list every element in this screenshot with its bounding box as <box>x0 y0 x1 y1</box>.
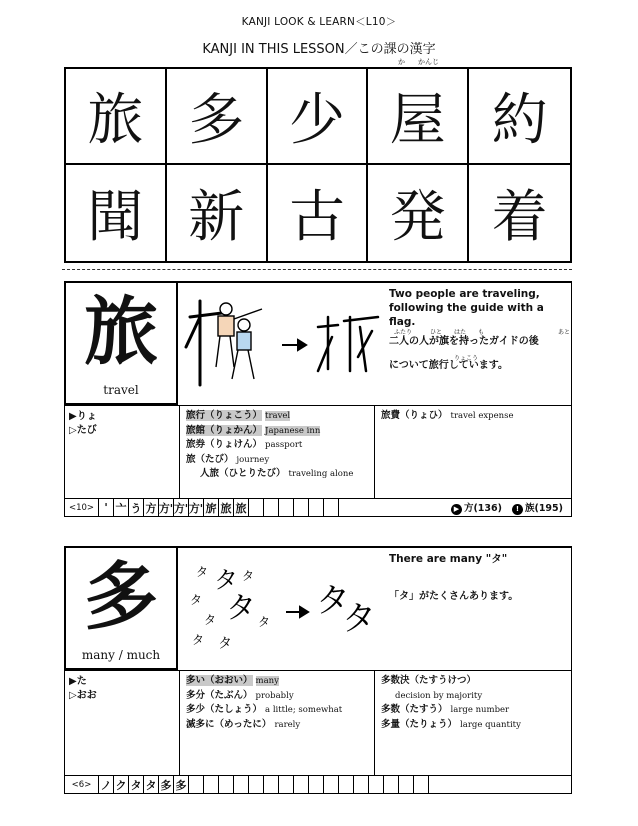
kanji-meaning: travel <box>103 383 139 397</box>
kanji-cell: 古 <box>268 165 369 261</box>
kanji-cell: 旅 <box>66 69 167 165</box>
kanji-shape-icon <box>316 581 376 639</box>
vocabulary-column <box>179 671 374 775</box>
story-text-ja: 「タ」がたくさんあります。 <box>389 591 519 602</box>
kanji-cell: 聞 <box>66 165 167 261</box>
stroke-step-empty <box>294 776 309 793</box>
mnemonic-illustration <box>182 552 390 664</box>
furigana: あと <box>558 329 571 336</box>
stroke-step-empty <box>339 776 354 793</box>
vocab-item: 多分（たぶん） probably <box>186 689 294 701</box>
vocabulary-section <box>64 670 572 776</box>
kanji-grid <box>64 67 572 263</box>
vocabulary-section <box>64 405 572 499</box>
story-text-ja: について旅行しています。 <box>389 360 508 371</box>
stroke-step-empty <box>414 776 429 793</box>
vocabulary-column <box>374 406 571 498</box>
svg-text:タ: タ <box>214 566 238 594</box>
stroke-step: 旂 <box>204 499 219 516</box>
stroke-order-strip <box>64 499 572 517</box>
svg-text:タ: タ <box>316 581 350 621</box>
stroke-step: う <box>129 499 144 516</box>
stroke-step: 方 <box>144 499 159 516</box>
flag-icon <box>186 301 222 385</box>
vocab-item: 多い（おおい） many <box>186 675 279 686</box>
vocab-item: 多数（たすう） large number <box>381 704 510 715</box>
kanji-box <box>64 281 178 405</box>
cut-line-divider <box>62 269 572 270</box>
svg-text:タ: タ <box>258 615 271 629</box>
stroke-step-empty <box>324 776 339 793</box>
stroke-step: 方' <box>189 499 204 516</box>
kanji-box <box>64 546 178 670</box>
big-kanji: 旅 <box>84 289 158 375</box>
stroke-step-empty <box>204 776 219 793</box>
stroke-step: 旅 <box>234 499 249 516</box>
kanji-entry-card <box>64 281 572 517</box>
svg-text:タ: タ <box>218 636 232 652</box>
stroke-step: タ <box>129 776 144 793</box>
vocab-item: 旅費（りょひ） travel expense <box>381 410 514 421</box>
info-icon: ! <box>512 504 523 515</box>
stroke-order-strip <box>64 776 572 794</box>
stroke-step-empty <box>294 499 309 516</box>
kanji-cell: 発 <box>368 165 469 261</box>
stroke-count: <6> <box>65 776 99 793</box>
stroke-step: ' <box>99 499 114 516</box>
stroke-step-empty <box>219 776 234 793</box>
vocab-item: 滅多に（めったに） rarely <box>186 718 301 730</box>
furigana: か <box>398 58 405 66</box>
vocab-item: 多量（たりょう） large quantity <box>381 718 521 730</box>
stroke-step: 多 <box>159 776 174 793</box>
stroke-step: 方' <box>174 499 189 516</box>
vocab-item: 旅館（りょかん） Japanese inn <box>186 424 321 436</box>
svg-text:タ: タ <box>242 569 255 583</box>
vocab-item: 旅（たび） journey <box>186 453 270 465</box>
kanji-cell: 多 <box>167 69 268 165</box>
vocab-item: 旅行（りょこう） travel <box>186 410 291 421</box>
story-text-ja: 二人の人が旗を持ったガイドの後 <box>389 336 539 347</box>
stroke-step-empty <box>399 776 414 793</box>
scattered-ta-icon <box>190 565 270 652</box>
kanji-cell: 着 <box>491 185 548 250</box>
stroke-step-empty <box>249 776 264 793</box>
mnemonic-illustration <box>182 287 390 399</box>
stroke-step: 多 <box>174 776 189 793</box>
related-kanji: ▶ 方(136) ! 族(195) <box>451 499 571 516</box>
furigana: も <box>478 329 485 336</box>
kanji-cell: 新 <box>167 165 268 261</box>
stroke-step-empty <box>309 776 324 793</box>
svg-text:タ: タ <box>196 565 209 579</box>
big-kanji: 多 <box>84 554 158 640</box>
story-text-en: Two people are traveling, following the guide with a flag. <box>389 288 544 328</box>
stroke-count: <10> <box>65 499 99 516</box>
kanji-shape-icon <box>318 317 378 371</box>
svg-text:タ: タ <box>342 599 376 639</box>
stroke-step-empty <box>279 499 294 516</box>
kanji-cell: 約 <box>469 69 570 165</box>
stroke-step: 旅 <box>219 499 234 516</box>
stroke-step-empty <box>354 776 369 793</box>
page-title: KANJI LOOK & LEARN＜L10＞ <box>241 16 397 28</box>
furigana: ひと <box>430 329 443 336</box>
vocab-item: 多数決（たすうけつ） <box>381 675 477 686</box>
arrow-icon <box>282 340 306 350</box>
kanji-cell: 少 <box>268 69 369 165</box>
stroke-step: 方' <box>159 499 174 516</box>
furigana: かんじ <box>418 58 439 66</box>
stroke-step: ク <box>114 776 129 793</box>
readings: ▶た ▷おお <box>69 676 97 701</box>
stroke-step-empty <box>264 499 279 516</box>
vocab-item: 旅券（りょけん） passport <box>186 439 303 450</box>
stroke-step: ノ <box>99 776 114 793</box>
arrow-icon <box>286 607 308 617</box>
vocabulary-column <box>179 406 374 498</box>
story-text-en: There are many "タ" <box>389 553 508 565</box>
people-icon <box>216 303 262 379</box>
svg-text:タ: タ <box>190 593 203 607</box>
stroke-step-empty <box>189 776 204 793</box>
svg-text:タ: タ <box>192 633 205 647</box>
kanji-entry-card <box>64 546 572 794</box>
vocab-item: decision by majority <box>395 690 483 701</box>
vocab-item: 多少（たしょう） a little; somewhat <box>186 704 343 715</box>
readings: ▶りょ ▷たび <box>69 411 97 436</box>
play-icon: ▶ <box>451 504 462 515</box>
vocabulary-column <box>374 671 571 775</box>
vocab-item: 人旅（ひとりたび） traveling alone <box>200 468 354 479</box>
stroke-step-empty <box>324 499 339 516</box>
stroke-step-empty <box>384 776 399 793</box>
furigana: ふたり <box>394 329 413 336</box>
stroke-step-empty <box>234 776 249 793</box>
stroke-step: タ <box>144 776 159 793</box>
furigana: りょこう <box>454 355 479 362</box>
page-subtitle: KANJI IN THIS LESSON／この課の漢字 <box>202 42 436 57</box>
stroke-step-empty <box>264 776 279 793</box>
svg-text:タ: タ <box>226 591 256 626</box>
stroke-step-empty <box>309 499 324 516</box>
kanji-meaning: many / much <box>81 648 161 662</box>
svg-text:タ: タ <box>204 613 217 627</box>
stroke-step-empty <box>369 776 384 793</box>
stroke-step-empty <box>249 499 264 516</box>
stroke-step-empty <box>279 776 294 793</box>
kanji-cell: 屋 <box>368 69 469 165</box>
stroke-step: 亠 <box>114 499 129 516</box>
furigana: はた <box>454 329 467 336</box>
